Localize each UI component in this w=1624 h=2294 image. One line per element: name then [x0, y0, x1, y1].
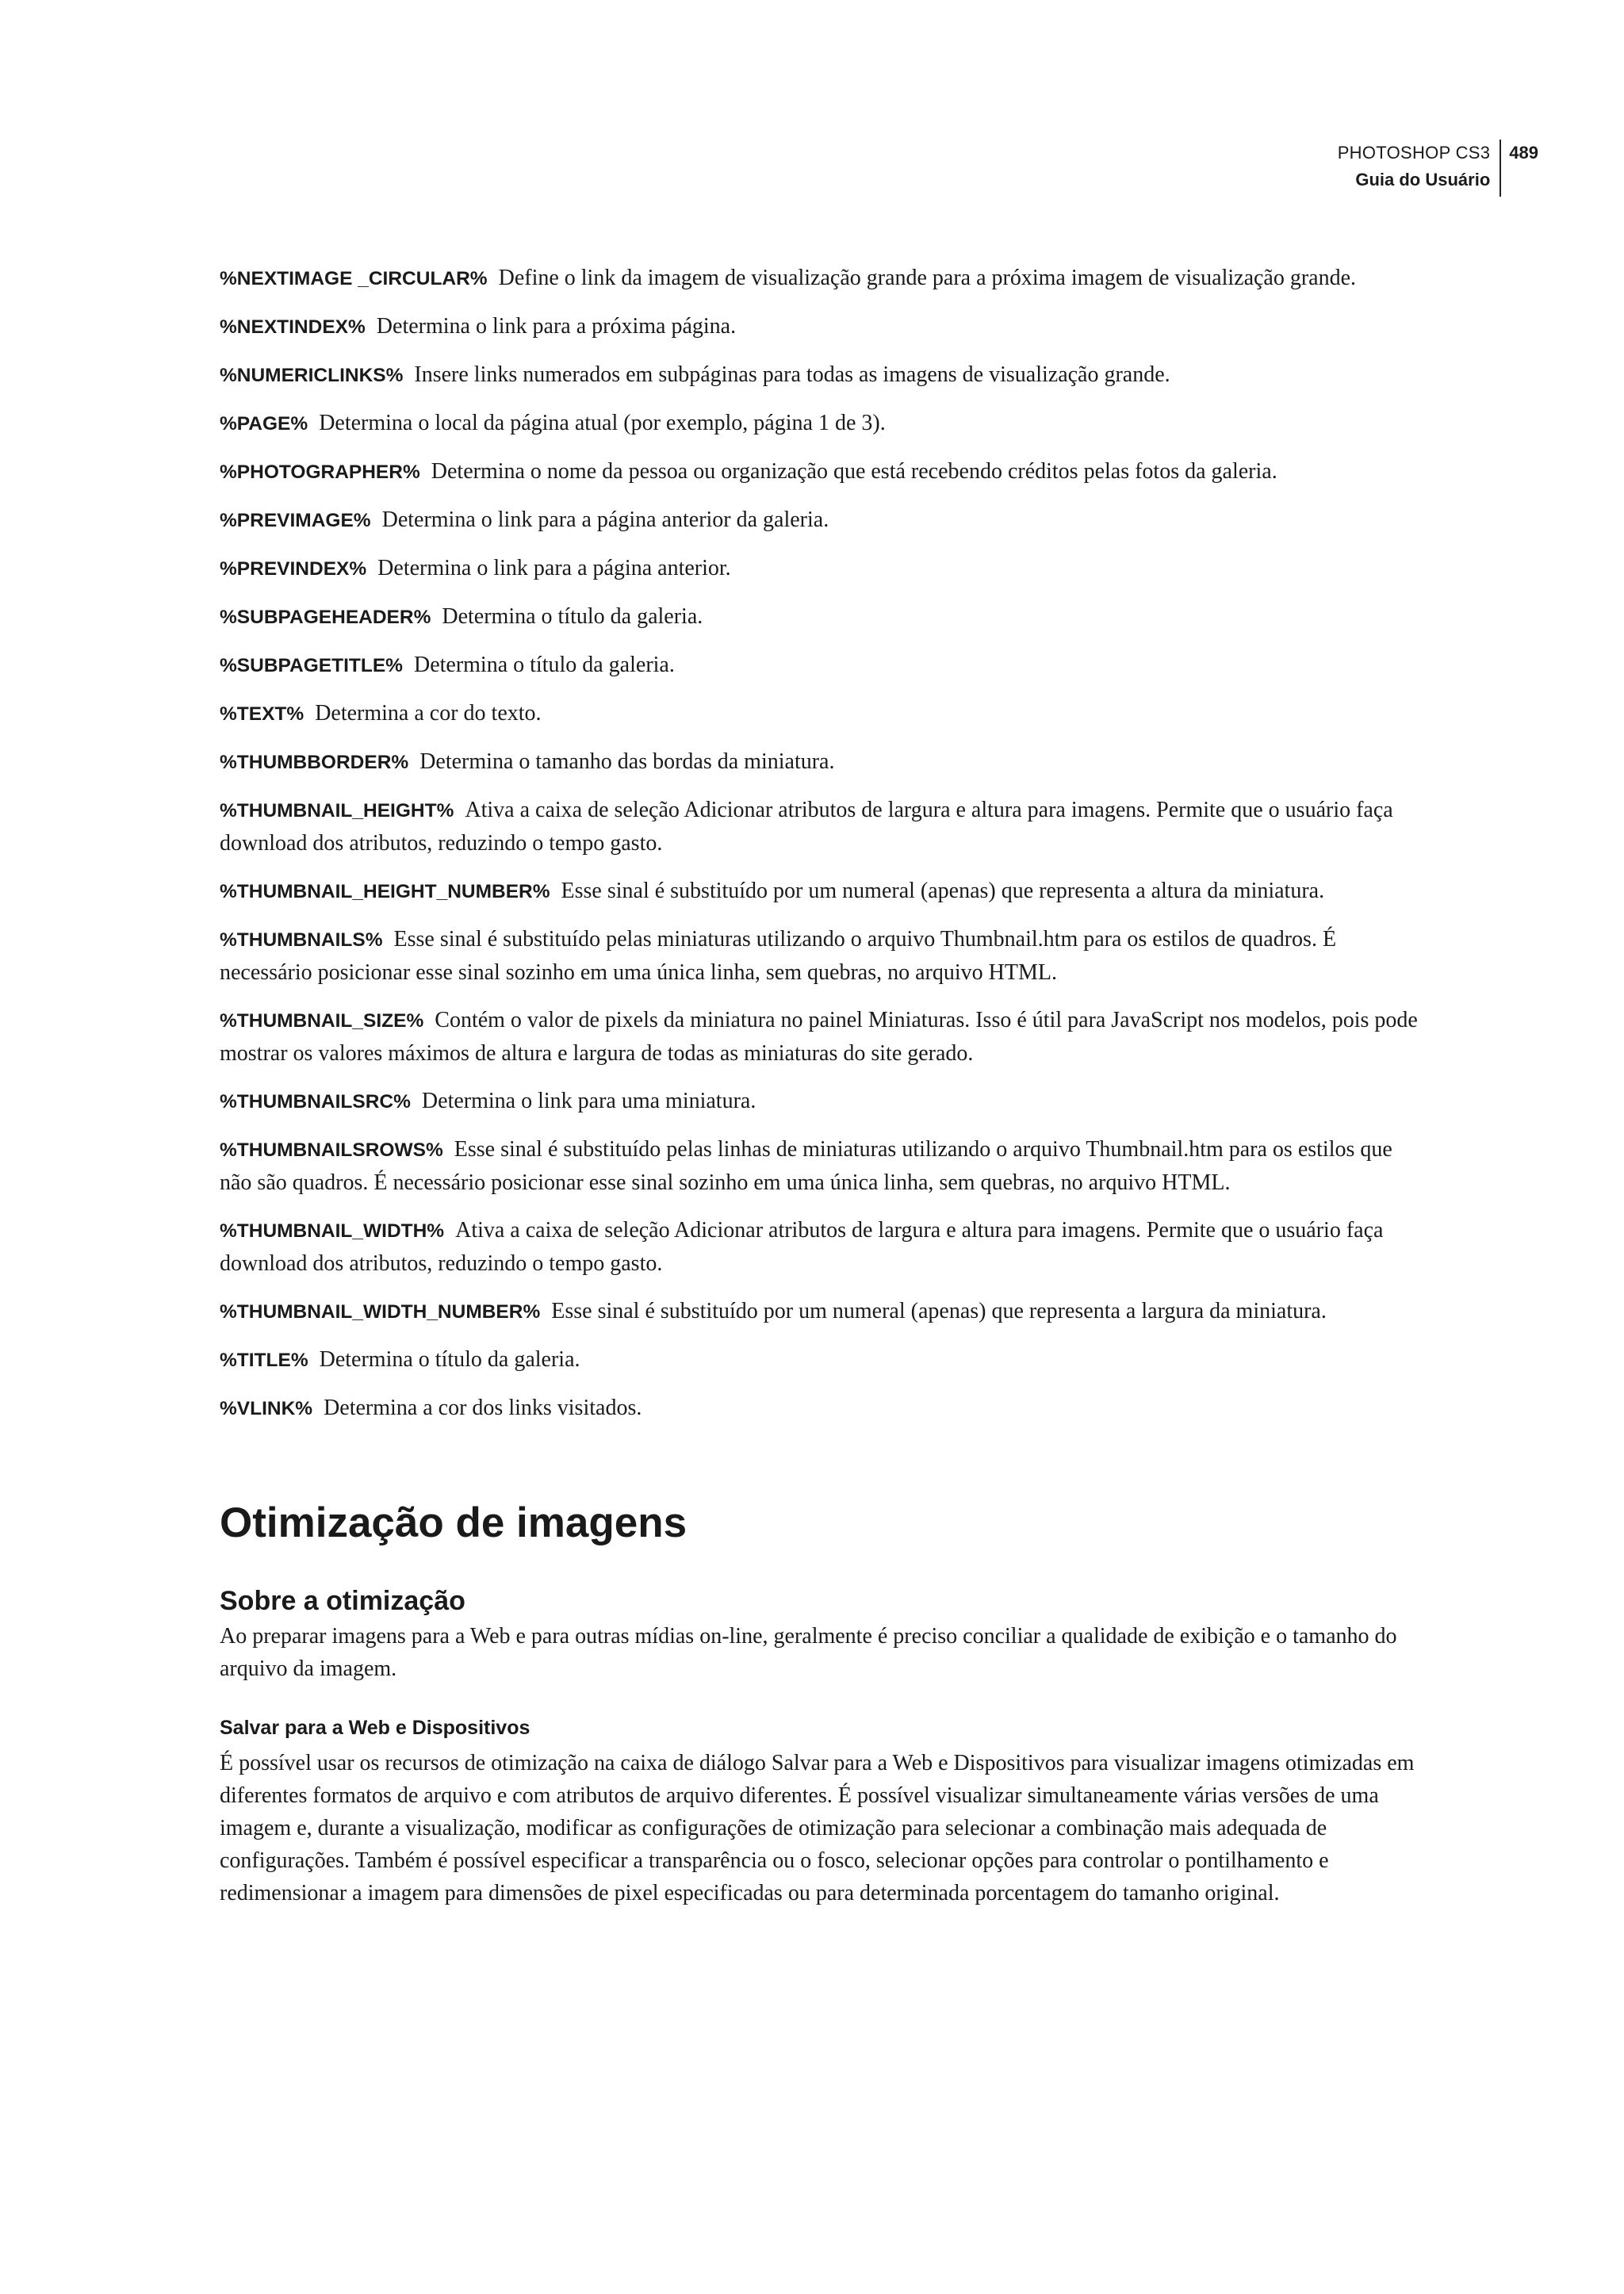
list-item [220, 358, 1425, 392]
variable-description: Insere links numerados em subpáginas para todas as imagens de visualização grande. [414, 362, 1170, 387]
intro-paragraph: Ao preparar imagens para a Web e para outras mídias on-line, geralmente é preciso conciliar a qualidade de exibição e o tamanho do arquivo da imagem. [220, 1624, 1397, 1681]
list-item [220, 407, 1425, 440]
list-item [220, 455, 1425, 488]
variable-term: %NEXTIMAGE _CIRCULAR% [220, 268, 488, 289]
variable-description: Determina o título da galeria. [319, 1347, 580, 1372]
variable-list [220, 262, 1425, 1425]
variable-description: Determina a cor dos links visitados. [324, 1396, 642, 1420]
variable-description: Esse sinal é substituído por um numeral (apenas) que representa a largura da miniatura. [551, 1299, 1327, 1323]
variable-term: %THUMBNAIL_HEIGHT% [220, 800, 454, 821]
list-item [220, 923, 1425, 989]
variable-description: Determina o link para a próxima página. [376, 314, 737, 339]
variable-term: %SUBPAGEHEADER% [220, 607, 431, 628]
variable-term: %THUMBNAIL_HEIGHT_NUMBER% [220, 881, 550, 902]
running-header [1338, 140, 1502, 197]
variable-term: %VLINK% [220, 1398, 313, 1419]
list-item [220, 794, 1425, 860]
list-item [220, 1085, 1425, 1118]
list-item [220, 697, 1425, 730]
list-item [220, 1295, 1425, 1328]
page-number: 489 [1509, 143, 1538, 163]
variable-term: %THUMBNAIL_SIZE% [220, 1010, 424, 1032]
variable-term: %PREVIMAGE% [220, 510, 371, 531]
list-item [220, 552, 1425, 585]
variable-term: %PHOTOGRAPHER% [220, 461, 420, 483]
variable-term: %TEXT% [220, 703, 304, 725]
variable-term: %THUMBNAIL_WIDTH% [220, 1220, 445, 1242]
variable-description: Determina o link para a página anterior. [377, 556, 731, 580]
variable-description: Determina o título da galeria. [442, 604, 703, 629]
variable-description: Determina o nome da pessoa ou organização que está recebendo créditos pelas fotos da galeria. [431, 459, 1277, 484]
body-paragraph: É possível usar os recursos de otimização na caixa de diálogo Salvar para a Web e Dispositivos para visualizar imagens otimizadas em diferentes formatos de arquivo e com atributos de arquivo diferentes. É possível visualizar simultaneamente várias versões de uma imagem e, durante a visualização, modificar as configurações de otimização para selecionar a combinação mais adequada de configurações. Também é possível especificar a transparência ou o fosco, selecionar opções para controlar o pontilhamento e redimensionar a imagem para dimensões de pixel especificadas ou para determinada porcentagem do tamanho original. [220, 1751, 1415, 1905]
list-item [220, 504, 1425, 537]
variable-term: %THUMBBORDER% [220, 752, 409, 773]
variable-description: Determina o local da página atual (por exemplo, página 1 de 3). [319, 411, 886, 435]
header-product: PHOTOSHOP CS3 [1337, 143, 1491, 163]
list-item [220, 1214, 1425, 1280]
list-item [220, 262, 1425, 295]
variable-description: Determina o link para a página anterior da galeria. [381, 507, 829, 532]
subsection-title: Sobre a otimização [220, 1586, 465, 1616]
variable-term: %THUMBNAILSROWS% [220, 1139, 443, 1161]
variable-description: Esse sinal é substituído pelas linhas de miniaturas utilizando o arquivo Thumbnail.htm para os estilos que não são quadros. É necessário posicionar esse sinal sozinho em uma única linha, sem quebras, no arquivo HTML. [220, 1137, 1392, 1195]
variable-term: %NUMERICLINKS% [220, 365, 404, 386]
list-item [220, 649, 1425, 682]
minor-title: Salvar para a Web e Dispositivos [220, 1717, 530, 1739]
header-guide: Guia do Usuário [1355, 170, 1491, 190]
list-item [220, 1392, 1425, 1425]
variable-term: %THUMBNAIL_WIDTH_NUMBER% [220, 1301, 541, 1323]
section-title: Otimização de imagens [220, 1499, 688, 1546]
list-item [220, 600, 1425, 634]
variable-description: Determina o link para uma miniatura. [421, 1089, 756, 1113]
list-item [220, 1004, 1425, 1070]
variable-term: %TITLE% [220, 1350, 308, 1371]
variable-description: Ativa a caixa de seleção Adicionar atributos de largura e altura para imagens. Permite que o usuário faça download dos atributos, reduzindo o tempo gasto. [220, 1218, 1384, 1276]
variable-term: %THUMBNAILS% [220, 929, 383, 951]
page-header [1338, 140, 1538, 197]
variable-term: %THUMBNAILSRC% [220, 1091, 411, 1113]
variable-description: Determina o tamanho das bordas da miniatura. [419, 749, 835, 774]
list-item [220, 875, 1425, 908]
variable-description: Esse sinal é substituído pelas miniaturas utilizando o arquivo Thumbnail.htm para os estilos de quadros. É necessário posicionar esse sinal sozinho em uma única linha, sem quebras, no arquivo HTML. [220, 927, 1337, 985]
variable-description: Define o link da imagem de visualização grande para a próxima imagem de visualização grande. [498, 266, 1357, 290]
variable-term: %SUBPAGETITLE% [220, 655, 403, 676]
list-item [220, 1133, 1425, 1199]
list-item [220, 1343, 1425, 1377]
variable-term: %PAGE% [220, 413, 308, 435]
variable-description: Determina o título da galeria. [413, 653, 675, 677]
variable-term: %NEXTINDEX% [220, 316, 366, 338]
list-item [220, 310, 1425, 343]
variable-description: Determina a cor do texto. [315, 701, 542, 726]
page-content [220, 262, 1425, 1909]
variable-description: Ativa a caixa de seleção Adicionar atributos de largura e altura para imagens. Permite que o usuário faça download dos atributos, reduzindo o tempo gasto. [220, 798, 1393, 856]
variable-description: Contém o valor de pixels da miniatura no painel Miniaturas. Isso é útil para JavaScript nos modelos, pois pode mostrar os valores máximos de altura e largura de todas as miniaturas do site gerado. [220, 1008, 1418, 1066]
variable-description: Esse sinal é substituído por um numeral (apenas) que representa a altura da miniatura. [561, 879, 1325, 903]
list-item [220, 745, 1425, 779]
variable-term: %PREVINDEX% [220, 558, 367, 580]
